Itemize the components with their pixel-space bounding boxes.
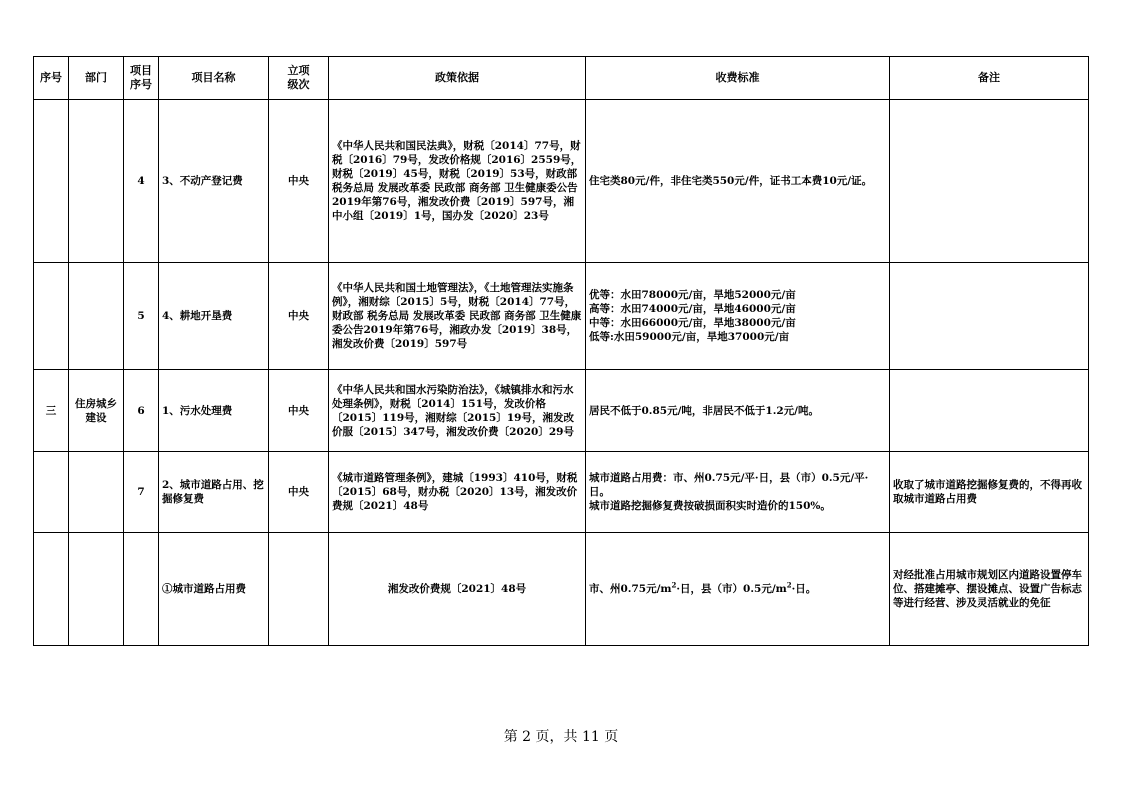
table-row bbox=[34, 100, 1089, 263]
table-row bbox=[34, 533, 1089, 646]
cell-dept bbox=[69, 533, 124, 646]
cell-standard: 居民不低于0.85元/吨，非居民不低于1.2元/吨。 bbox=[586, 370, 890, 452]
header-note: 备注 bbox=[890, 57, 1089, 100]
standard-part-c: ·日。 bbox=[791, 583, 817, 595]
cell-seq bbox=[34, 533, 69, 646]
cell-dept bbox=[69, 452, 124, 533]
cell-item-no: 6 bbox=[124, 370, 159, 452]
cell-item-no bbox=[124, 533, 159, 646]
cell-standard: 住宅类80元/件，非住宅类550元/件，证书工本费10元/证。 bbox=[586, 100, 890, 263]
cell-seq: 三 bbox=[34, 370, 69, 452]
standard-part-a: 市、州0.75元/m bbox=[589, 583, 672, 595]
cell-note: 收取了城市道路挖掘修复费的，不得再收取城市道路占用费 bbox=[890, 452, 1089, 533]
cell-level: 中央 bbox=[269, 100, 329, 263]
cell-seq bbox=[34, 100, 69, 263]
cell-level: 中央 bbox=[269, 370, 329, 452]
table-row bbox=[34, 263, 1089, 370]
unit-superscript: 2 bbox=[671, 580, 677, 590]
cell-standard bbox=[586, 533, 890, 646]
header-level: 立项 级次 bbox=[269, 57, 329, 100]
header-seq: 序号 bbox=[34, 57, 69, 100]
cell-note bbox=[890, 263, 1089, 370]
cell-note bbox=[890, 370, 1089, 452]
cell-policy: 《中华人民共和国民法典》，财税〔2014〕77号，财税〔2016〕79号，发改价格规〔2016〕2559号，财税〔2019〕45号，财税〔2019〕53号，财政部 税务总局 发展改革委 民政部 商务部 卫生健康委公告2019年第76号，湘发改价费〔2019〕597号，湘中小组〔2019〕1号，国办发〔2020〕23号 bbox=[329, 100, 586, 263]
cell-level: 中央 bbox=[269, 452, 329, 533]
cell-policy: 湘发改价费规〔2021〕48号 bbox=[329, 533, 586, 646]
page-footer: 第 2 页，共 11 页 bbox=[503, 729, 619, 745]
header-item-name: 项目名称 bbox=[159, 57, 269, 100]
header-policy: 政策依据 bbox=[329, 57, 586, 100]
cell-item-name: 4、耕地开垦费 bbox=[159, 263, 269, 370]
cell-item-name: 2、城市道路占用、挖掘修复费 bbox=[159, 452, 269, 533]
fee-table bbox=[33, 56, 1089, 646]
cell-note: 对经批准占用城市规划区内道路设置停车位、搭建摊亭、摆设摊点、设置广告标志等进行经营、涉及灵活就业的免征 bbox=[890, 533, 1089, 646]
header-dept: 部门 bbox=[69, 57, 124, 100]
cell-item-no: 4 bbox=[124, 100, 159, 263]
cell-item-name: ①城市道路占用费 bbox=[159, 533, 269, 646]
cell-policy: 《中华人民共和国土地管理法》，《土地管理法实施条例》，湘财综〔2015〕5号，财税〔2014〕77号，财政部 税务总局 发展改革委 民政部 商务部 卫生健康委公告2019年第76号，湘政办发〔2019〕38号，湘发改价费〔2019〕597号 bbox=[329, 263, 586, 370]
cell-level bbox=[269, 533, 329, 646]
cell-note bbox=[890, 100, 1089, 263]
cell-standard: 优等：水田78000元/亩，旱地52000元/亩 高等：水田74000元/亩，旱地46000元/亩 中等：水田66000元/亩，旱地38000元/亩 低等:水田59000元/亩，旱地37000元/亩 bbox=[586, 263, 890, 370]
cell-policy: 《城市道路管理条例》，建城〔1993〕410号，财税〔2015〕68号，财办税〔2020〕13号，湘发改价费规〔2021〕48号 bbox=[329, 452, 586, 533]
cell-dept bbox=[69, 263, 124, 370]
cell-item-no: 5 bbox=[124, 263, 159, 370]
cell-dept bbox=[69, 100, 124, 263]
header-standard: 收费标准 bbox=[586, 57, 890, 100]
header-item-no: 项目 序号 bbox=[124, 57, 159, 100]
table-row bbox=[34, 370, 1089, 452]
unit-superscript: 2 bbox=[786, 580, 792, 590]
cell-dept: 住房城乡建设 bbox=[69, 370, 124, 452]
cell-level: 中央 bbox=[269, 263, 329, 370]
header-row bbox=[34, 57, 1089, 100]
cell-seq bbox=[34, 452, 69, 533]
standard-part-b: ·日，县（市）0.5元/m bbox=[676, 583, 787, 595]
cell-standard: 城市道路占用费：市、州0.75元/平·日，县（市）0.5元/平·日。 城市道路挖掘修复费按破损面积实时造价的150%。 bbox=[586, 452, 890, 533]
cell-seq bbox=[34, 263, 69, 370]
cell-item-name: 3、不动产登记费 bbox=[159, 100, 269, 263]
table-row bbox=[34, 452, 1089, 533]
cell-policy: 《中华人民共和国水污染防治法》，《城镇排水和污水处理条例》，财税〔2014〕151号，发改价格〔2015〕119号，湘财综〔2015〕19号，湘发改价服〔2015〕347号，湘发改价费〔2020〕29号 bbox=[329, 370, 586, 452]
cell-item-no: 7 bbox=[124, 452, 159, 533]
cell-item-name: 1、污水处理费 bbox=[159, 370, 269, 452]
